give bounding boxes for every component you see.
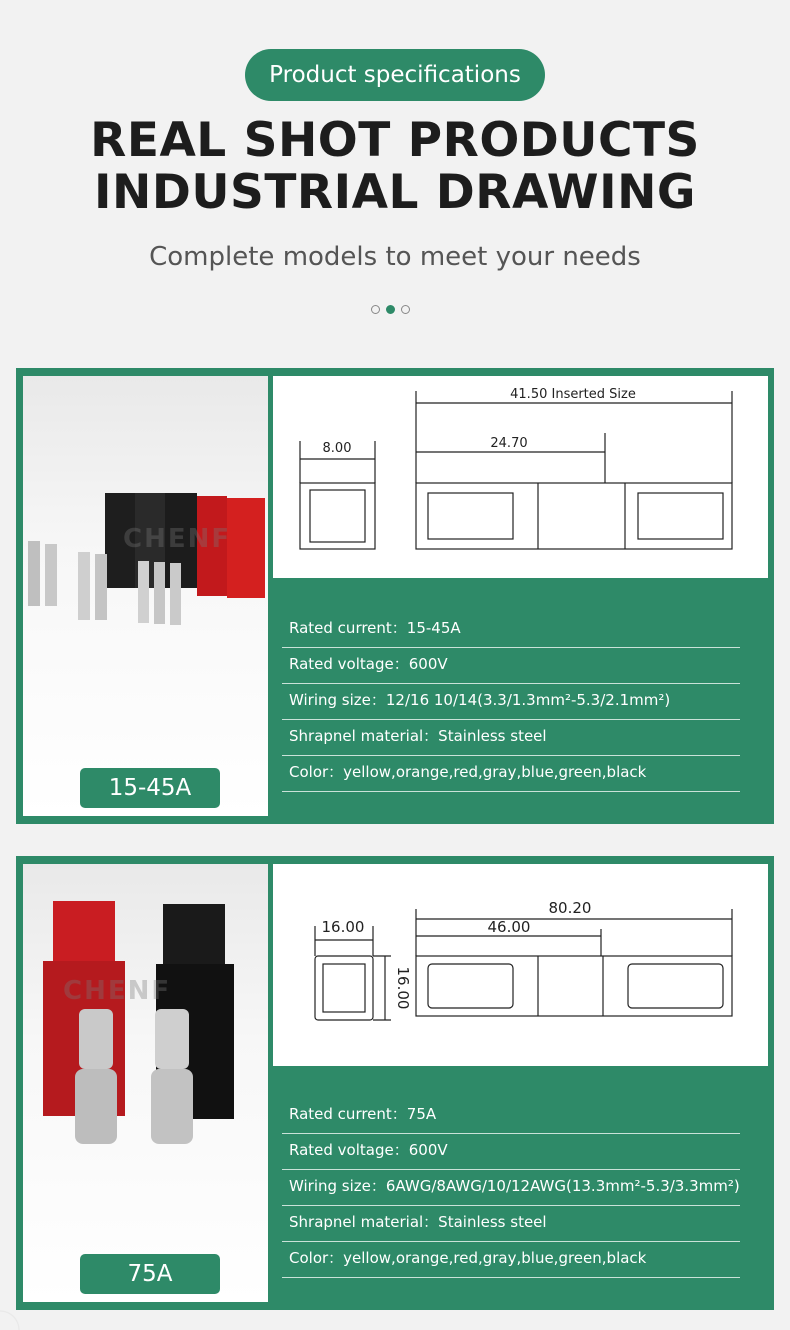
title-line-2: INDUSTRIAL DRAWING [94, 165, 696, 220]
carousel-dot[interactable] [371, 305, 380, 314]
rating-badge-2: 75A [80, 1254, 220, 1294]
spec-rated-voltage: Rated voltage：600V [282, 648, 740, 684]
spec-color: Color：yellow,orange,red,gray,blue,green,black [282, 756, 740, 792]
spec-rated-current: Rated current：15-45A [282, 612, 740, 648]
title-line-1: REAL SHOT PRODUCTS [90, 113, 700, 168]
page-subtitle: Complete models to meet your needs [149, 242, 641, 272]
connector-photo-illustration-2 [23, 864, 268, 1302]
technical-drawing-2 [273, 864, 768, 1066]
watermark: CHENF [63, 976, 172, 1006]
drawing-svg-1 [273, 376, 768, 578]
spec-rated-current: Rated current：75A [282, 1098, 740, 1134]
product-card-1 [16, 368, 774, 824]
drawing-svg-2 [273, 864, 768, 1066]
carousel-dots [371, 305, 410, 314]
spec-shrapnel-material: Shrapnel material：Stainless steel [282, 720, 740, 756]
technical-drawing-1 [273, 376, 768, 578]
rating-badge-1: 15-45A [80, 768, 220, 808]
dim-half-length: 46.00 [487, 918, 531, 936]
carousel-dot[interactable] [401, 305, 410, 314]
dim-front-height: 16.00 [394, 966, 412, 1010]
product-card-2 [16, 856, 774, 1310]
dim-half-length: 24.70 [490, 436, 528, 451]
spec-shrapnel-material: Shrapnel material：Stainless steel [282, 1206, 740, 1242]
spec-list-1 [282, 612, 740, 792]
dim-total-length: 80.20 [548, 899, 592, 917]
connector-photo-illustration-1 [23, 376, 268, 816]
watermark: CHENF [123, 524, 232, 554]
spec-color: Color：yellow,orange,red,gray,blue,green,black [282, 1242, 740, 1278]
spec-list-2 [282, 1098, 740, 1278]
carousel-dot-active[interactable] [386, 305, 395, 314]
product-photo-2 [23, 864, 268, 1302]
dim-front-width: 8.00 [322, 441, 352, 456]
product-photo-1 [23, 376, 268, 816]
spec-wiring-size: Wiring size：12/16 10/14(3.3/1.3mm²-5.3/2.1mm²) [282, 684, 740, 720]
spec-wiring-size: Wiring size：6AWG/8AWG/10/12AWG(13.3mm²-5.3/3.3mm²) [282, 1170, 740, 1206]
dim-total-length: 41.50 Inserted Size [510, 387, 636, 402]
spec-rated-voltage: Rated voltage：600V [282, 1134, 740, 1170]
dim-front-width: 16.00 [321, 918, 365, 936]
section-pill: Product specifications [245, 49, 545, 101]
page-title [0, 115, 790, 219]
